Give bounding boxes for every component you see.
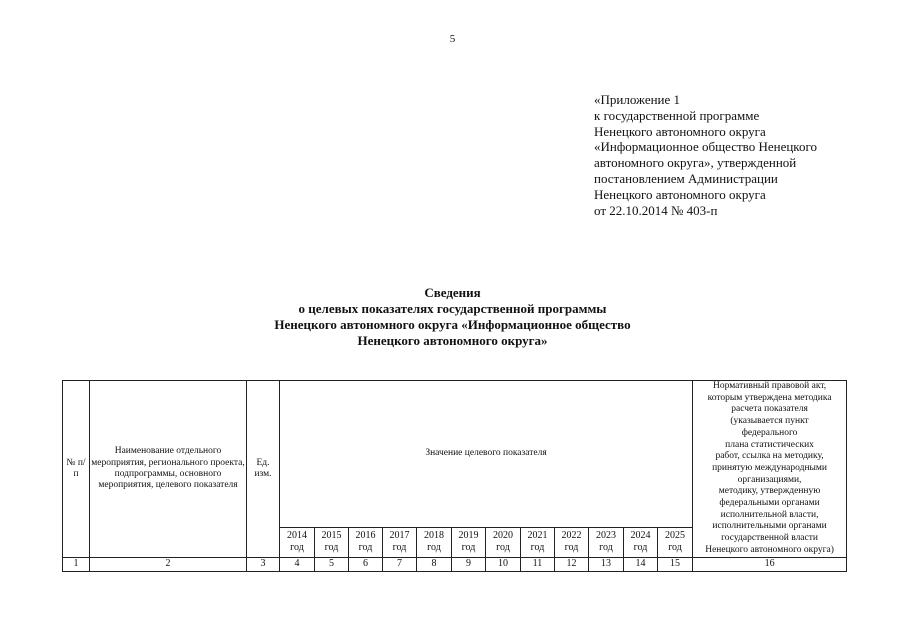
normative-line: исполнительной власти, [720, 509, 819, 520]
column-number-cell: 11 [521, 557, 555, 571]
year-label: год [496, 542, 510, 554]
year-header-2017 [383, 527, 417, 557]
year-header-2020 [486, 527, 521, 557]
column-number-cell: 1 [63, 557, 90, 571]
page-number: 5 [449, 33, 456, 45]
normative-line: Нормативный правовой акт, [712, 381, 827, 391]
year-label: год [461, 542, 476, 554]
normative-line: (указывается пункт [730, 416, 809, 427]
year-value: 2014 [287, 530, 307, 542]
normative-line: методику, утвержденную [718, 486, 821, 497]
appendix-line: «Информационное общество Ненецкого [594, 139, 817, 155]
year-value: 2025 [665, 530, 686, 542]
header-target-value: Значение целевого показателя [280, 381, 693, 528]
normative-line: которым утверждена методика [707, 392, 832, 403]
title-line: Сведения [424, 285, 481, 300]
header-name: Наименование отдельного мероприятия, регионального проекта, подпрограммы, основного мероприятия, целевого показателя [90, 381, 247, 558]
year-label: год [392, 542, 407, 554]
normative-line: организациями, [737, 474, 802, 485]
normative-line: федерального [741, 427, 798, 438]
year-label: год [564, 542, 579, 554]
document-title [0, 285, 905, 349]
appendix-line: автономного округа», утвержденной [594, 155, 797, 171]
appendix-line: постановлением Администрации [594, 170, 778, 186]
year-label: год [290, 542, 304, 554]
year-value: 2015 [321, 530, 342, 542]
column-number-cell: 6 [349, 557, 383, 571]
year-header-2022 [555, 527, 589, 557]
year-value: 2021 [527, 530, 548, 542]
appendix-line: Ненецкого автономного округа [594, 123, 766, 139]
column-number-cell: 15 [658, 557, 693, 571]
year-label: год [530, 542, 545, 554]
column-number-cell: 2 [90, 557, 247, 571]
column-number-cell: 8 [417, 557, 452, 571]
year-value: 2016 [355, 530, 376, 542]
year-label: год [427, 542, 441, 554]
header-normative-act [693, 381, 847, 558]
year-value: 2017 [389, 530, 410, 542]
year-value: 2018 [424, 530, 444, 542]
year-header-2025 [658, 527, 693, 557]
column-number-cell: 3 [247, 557, 280, 571]
title-line: о целевых показателях государственной программы [298, 301, 607, 316]
indicators-table [62, 380, 847, 572]
title-line: Ненецкого автономного округа «Информационное общество [274, 317, 631, 332]
year-header-2018 [417, 527, 452, 557]
year-value: 2022 [561, 530, 582, 542]
column-number-cell: 10 [486, 557, 521, 571]
year-header-2016 [349, 527, 383, 557]
column-number-cell: 16 [693, 557, 847, 571]
normative-line: плана статистических [725, 439, 814, 450]
year-header-2024 [624, 527, 658, 557]
year-header-2023 [589, 527, 624, 557]
column-number-cell: 14 [624, 557, 658, 571]
column-number-cell: 12 [555, 557, 589, 571]
year-value: 2020 [493, 530, 513, 542]
year-value: 2024 [630, 530, 651, 542]
column-number-cell: 4 [280, 557, 315, 571]
appendix-line: от 22.10.2014 № 403-п [594, 202, 718, 218]
column-number-cell: 9 [452, 557, 486, 571]
normative-line: работ, ссылка на методику, [715, 451, 824, 462]
normative-line: исполнительными органами [712, 521, 827, 532]
year-value: 2019 [458, 530, 479, 542]
year-label: год [633, 542, 648, 554]
title-line: Ненецкого автономного округа» [357, 333, 548, 348]
normative-line: расчета показателя [731, 404, 808, 415]
year-label: год [358, 542, 373, 554]
appendix-line: «Приложение 1 [594, 92, 681, 107]
normative-line: федеральными органами [719, 498, 820, 509]
header-unit: Ед. изм. [247, 381, 280, 558]
appendix-note [594, 92, 817, 218]
year-header-2015 [315, 527, 349, 557]
appendix-line: к государственной программе [594, 107, 760, 123]
normative-line: Ненецкого автономного округа) [705, 544, 834, 555]
column-number-cell: 13 [589, 557, 624, 571]
year-label: год [668, 542, 682, 554]
column-number-cell: 5 [315, 557, 349, 571]
normative-line: принятую международными [712, 462, 828, 473]
normative-line: государственной власти [721, 533, 818, 544]
year-label: год [324, 542, 339, 554]
year-header-2021 [521, 527, 555, 557]
year-header-2019 [452, 527, 486, 557]
year-value: 2023 [596, 530, 616, 542]
header-row-number: № п/п [63, 381, 90, 558]
column-number-cell: 7 [383, 557, 417, 571]
year-label: год [599, 542, 613, 554]
year-header-2014 [280, 527, 315, 557]
appendix-line: Ненецкого автономного округа [594, 186, 766, 202]
